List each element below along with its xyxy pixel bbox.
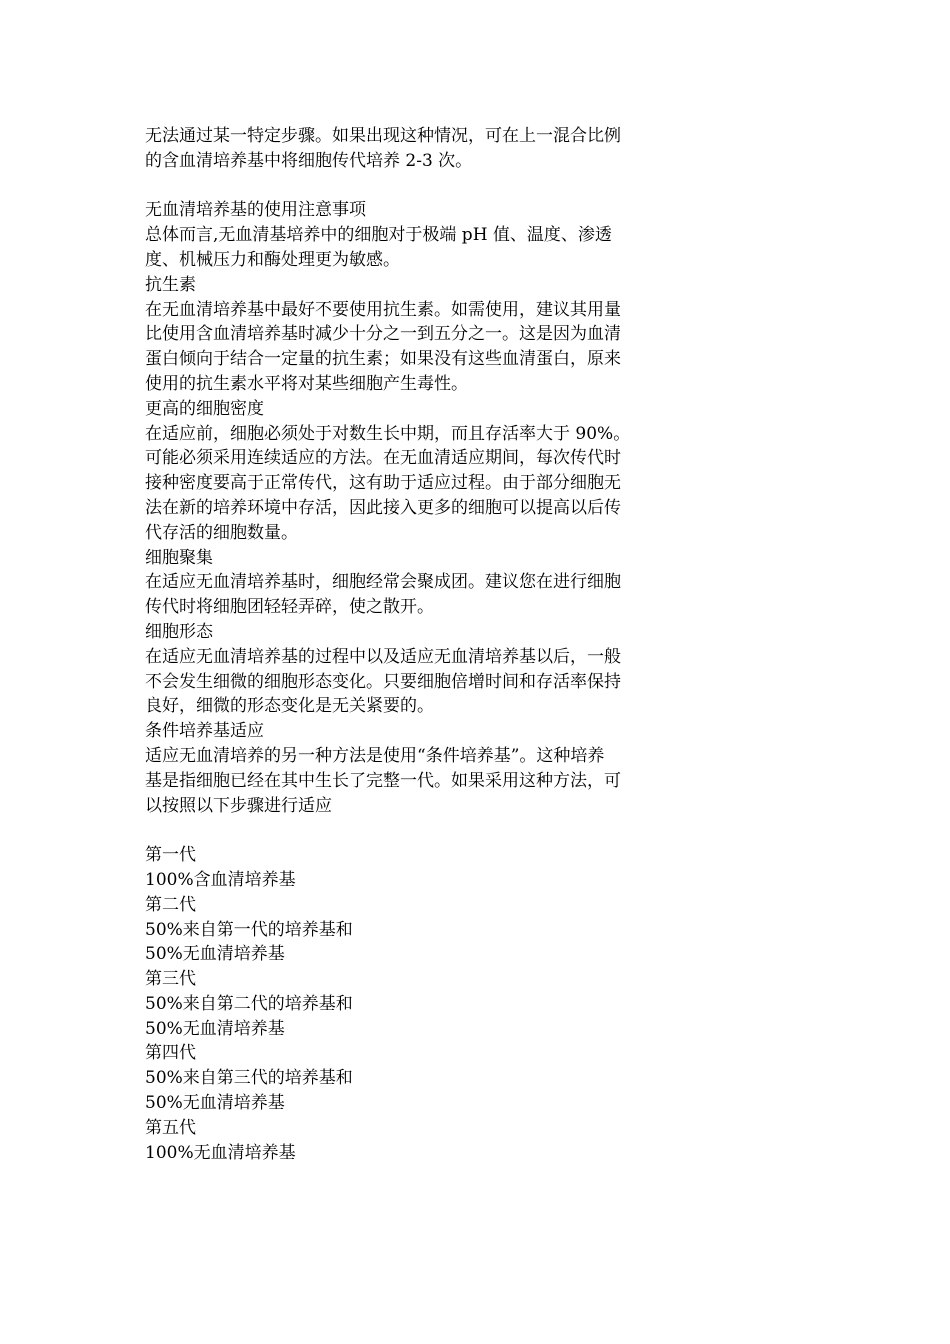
step-generation-label: 第五代	[145, 1117, 196, 1138]
text-line: 良好，细微的形态变化是无关紧要的。	[145, 696, 434, 717]
antibiotics-section	[145, 273, 705, 397]
text-line: 在适应前，细胞必须处于对数生长中期，而且存活率大于 90%。	[145, 423, 631, 444]
step-medium-line: 50%无血清培养基	[145, 944, 285, 965]
subheading-aggregation: 细胞聚集	[145, 547, 213, 568]
text-line: 代存活的细胞数量。	[145, 522, 298, 543]
subheading-antibiotics: 抗生素	[145, 274, 196, 295]
text-line: 不会发生细微的细胞形态变化。只要细胞倍增时间和存活率保持	[145, 671, 621, 692]
text-line: 在无血清培养基中最好不要使用抗生素。如需使用，建议其用量	[145, 299, 621, 320]
morphology-section	[145, 620, 705, 719]
text-line: 传代时将细胞团轻轻弄碎，使之散开。	[145, 597, 434, 618]
step-medium-line: 50%来自第二代的培养基和	[145, 993, 353, 1014]
step-generation-label: 第二代	[145, 894, 196, 915]
document-body	[145, 124, 705, 1165]
text-line: 比使用含血清培养基时减少十分之一到五分之一。这是因为血清	[145, 324, 621, 345]
text-line: 以按照以下步骤进行适应	[145, 795, 332, 816]
overview-paragraph	[145, 223, 705, 273]
density-section	[145, 397, 705, 546]
step-generation-label: 第四代	[145, 1043, 196, 1064]
step-medium-line: 100%无血清培养基	[145, 1142, 296, 1163]
text-line: 的含血清培养基中将细胞传代培养 2-3 次。	[145, 150, 473, 171]
intro-paragraph	[145, 124, 705, 174]
step-medium-line: 50%无血清培养基	[145, 1093, 285, 1114]
step-generation-label: 第三代	[145, 969, 196, 990]
aggregation-section	[145, 546, 705, 620]
text-line: 使用的抗生素水平将对某些细胞产生毒性。	[145, 373, 468, 394]
text-line: 在适应无血清培养基的过程中以及适应无血清培养基以后，一般	[145, 646, 621, 667]
step-generation-label: 第一代	[145, 845, 196, 866]
subheading-morphology: 细胞形态	[145, 621, 213, 642]
text-line: 无法通过某一特定步骤。如果出现这种情况，可在上一混合比例	[145, 126, 621, 146]
subheading-density: 更高的细胞密度	[145, 398, 264, 419]
text-line: 适应无血清培养的另一种方法是使用“条件培养基”。这种培养	[145, 745, 605, 766]
subheading-conditioned: 条件培养基适应	[145, 721, 264, 742]
blank-line	[145, 818, 705, 843]
step-medium-line: 50%无血清培养基	[145, 1018, 285, 1039]
step-medium-line: 50%来自第三代的培养基和	[145, 1068, 353, 1089]
text-line: 总体而言,无血清基培养中的细胞对于极端 pH 值、温度、渗透	[145, 225, 612, 246]
text-line: 蛋白倾向于结合一定量的抗生素；如果没有这些血清蛋白，原来	[145, 349, 621, 370]
conditioned-section	[145, 719, 705, 818]
text-line: 在适应无血清培养基时，细胞经常会聚成团。建议您在进行细胞	[145, 572, 621, 593]
step-medium-line: 50%来自第一代的培养基和	[145, 919, 353, 940]
text-line: 基是指细胞已经在其中生长了完整一代。如果采用这种方法，可	[145, 770, 621, 791]
blank-line	[145, 174, 705, 199]
text-line: 法在新的培养环境中存活，因此接入更多的细胞可以提高以后传	[145, 497, 621, 518]
text-line: 可能必须采用连续适应的方法。在无血清适应期间，每次传代时	[145, 448, 621, 469]
adaptation-steps-list	[145, 843, 705, 1165]
step-medium-line: 100%含血清培养基	[145, 869, 296, 890]
text-line: 度、机械压力和酶处理更为敏感。	[145, 249, 400, 270]
section-title: 无血清培养基的使用注意事项	[145, 200, 366, 221]
text-line: 接种密度要高于正常传代，这有助于适应过程。由于部分细胞无	[145, 473, 621, 494]
